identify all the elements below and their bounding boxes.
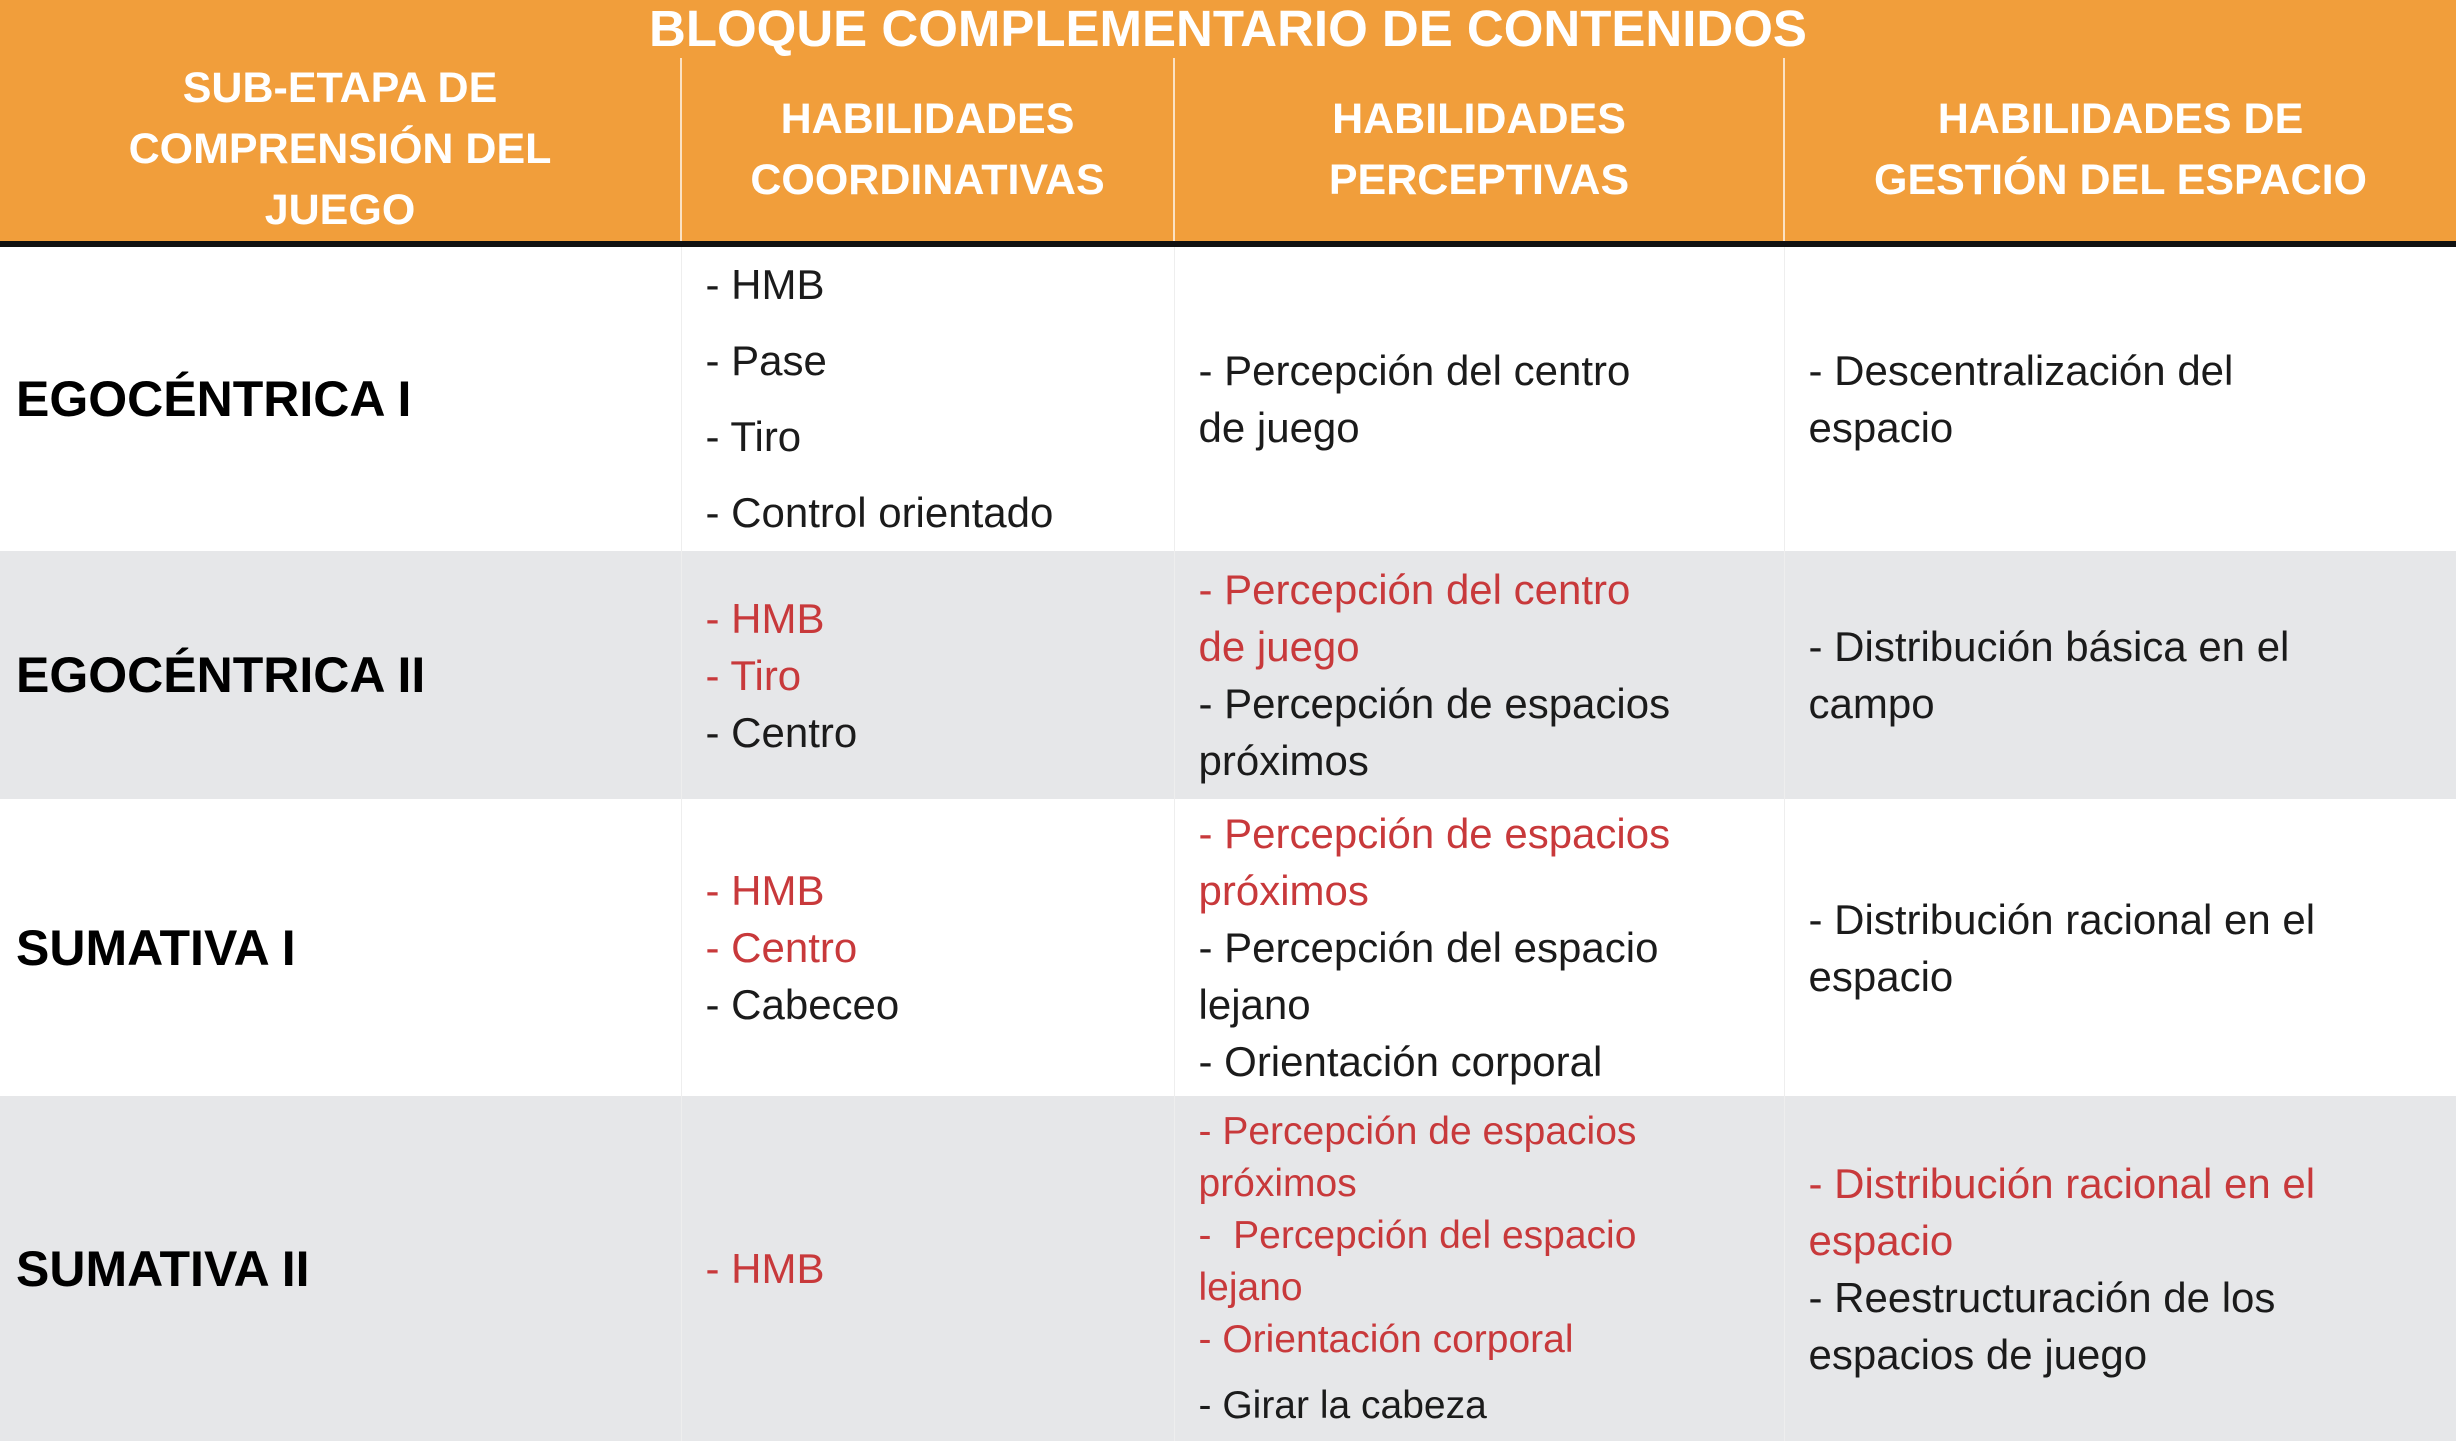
- perceptivas-cell: [1174, 244, 1784, 551]
- table-row: [0, 799, 2456, 1096]
- stage-label: SUMATIVA I: [16, 919, 296, 976]
- cell-line: de juego: [1198, 623, 1360, 670]
- cell-line: lejano: [1198, 1265, 1303, 1309]
- espacio-cell: [1784, 1096, 2456, 1441]
- cell-line: - Pase: [705, 337, 827, 384]
- cell-line: espacio: [1808, 404, 1954, 451]
- cell-line: - Distribución racional en el: [1808, 895, 2316, 943]
- stage-label: SUMATIVA II: [16, 1240, 310, 1297]
- header-coordinativas: [681, 58, 1174, 244]
- cell-line: - Distribución básica en el: [1808, 623, 2290, 670]
- header-line: GESTIÓN DEL ESPACIO: [1874, 155, 2367, 204]
- cell-line: - Centro: [705, 708, 858, 756]
- stage-label: EGOCÉNTRICA II: [16, 647, 426, 703]
- header-line: HABILIDADES: [1332, 94, 1626, 143]
- table-row: [0, 551, 2456, 799]
- espacio-cell: [1784, 244, 2456, 551]
- header-line: JUEGO: [264, 186, 416, 234]
- coordinativas-cell: [681, 1096, 1174, 1441]
- cell-line: - HMB: [705, 1245, 825, 1292]
- cell-line: - Orientación corporal: [1198, 1317, 1574, 1361]
- cell-line: próximos: [1198, 737, 1369, 784]
- cell-line: espacio: [1808, 1216, 1954, 1264]
- cell-line: - Percepción del espacio: [1198, 924, 1659, 971]
- cell-line: - Percepción del espacio: [1198, 1213, 1637, 1257]
- stage-cell: [0, 1096, 681, 1441]
- stage-label: EGOCÉNTRICA I: [16, 371, 412, 427]
- perceptivas-cell: [1174, 799, 1784, 1096]
- stage-cell: [0, 244, 681, 551]
- cell-line: próximos: [1198, 1161, 1357, 1205]
- cell-line: espacio: [1808, 952, 1954, 1000]
- cell-line: - Centro: [705, 924, 858, 971]
- header-line: HABILIDADES DE: [1937, 94, 2304, 143]
- cell-line: - Cabeceo: [705, 981, 900, 1028]
- header-line: COORDINATIVAS: [750, 155, 1105, 204]
- coordinativas-cell: [681, 244, 1174, 551]
- stage-cell: [0, 551, 681, 799]
- header-sub-etapa: [0, 58, 681, 244]
- cell-line: - Percepción del centro: [1198, 566, 1631, 613]
- coordinativas-cell: [681, 799, 1174, 1096]
- perceptivas-cell: [1174, 1096, 1784, 1441]
- espacio-cell: [1784, 551, 2456, 799]
- header-perceptivas: [1174, 58, 1784, 244]
- content-table: [0, 58, 2456, 1441]
- cell-line: lejano: [1198, 981, 1311, 1028]
- cell-line: - Orientación corporal: [1198, 1038, 1603, 1085]
- header-line: SUB-ETAPA DE: [182, 64, 498, 112]
- header-line: COMPRENSIÓN DEL: [128, 125, 552, 173]
- cell-line: - Percepción de espacios: [1198, 680, 1671, 727]
- cell-line: próximos: [1198, 867, 1369, 914]
- cell-line: - Percepción de espacios: [1198, 810, 1671, 857]
- cell-line: - Control orientado: [705, 489, 1054, 536]
- table-row: [0, 244, 2456, 551]
- table-row: [0, 1096, 2456, 1441]
- cell-line: - Percepción de espacios: [1198, 1109, 1637, 1153]
- espacio-cell: [1784, 799, 2456, 1096]
- cell-line: de juego: [1198, 404, 1360, 451]
- cell-line: - HMB: [705, 261, 825, 308]
- cell-line: - HMB: [705, 867, 825, 914]
- cell-line: - HMB: [705, 594, 825, 642]
- cell-line: campo: [1808, 680, 1935, 727]
- header-row: [0, 58, 2456, 244]
- table-title: BLOQUE COMPLEMENTARIO DE CONTENIDOS: [0, 0, 2456, 58]
- cell-line: - Tiro: [705, 413, 802, 460]
- cell-line: - Distribución racional en el: [1808, 1159, 2316, 1207]
- cell-line: - Reestructuración de los: [1808, 1273, 2276, 1321]
- header-line: HABILIDADES: [780, 94, 1075, 143]
- cell-line: espacios de juego: [1808, 1330, 2148, 1378]
- perceptivas-cell: [1174, 551, 1784, 799]
- header-line: PERCEPTIVAS: [1328, 155, 1630, 204]
- cell-line: - Girar la cabeza: [1198, 1383, 1487, 1427]
- cell-line: - Descentralización del: [1808, 347, 2234, 394]
- cell-line: - Tiro: [705, 651, 802, 699]
- stage-cell: [0, 799, 681, 1096]
- cell-line: - Percepción del centro: [1198, 347, 1631, 394]
- coordinativas-cell: [681, 551, 1174, 799]
- header-gestion-espacio: [1784, 58, 2456, 244]
